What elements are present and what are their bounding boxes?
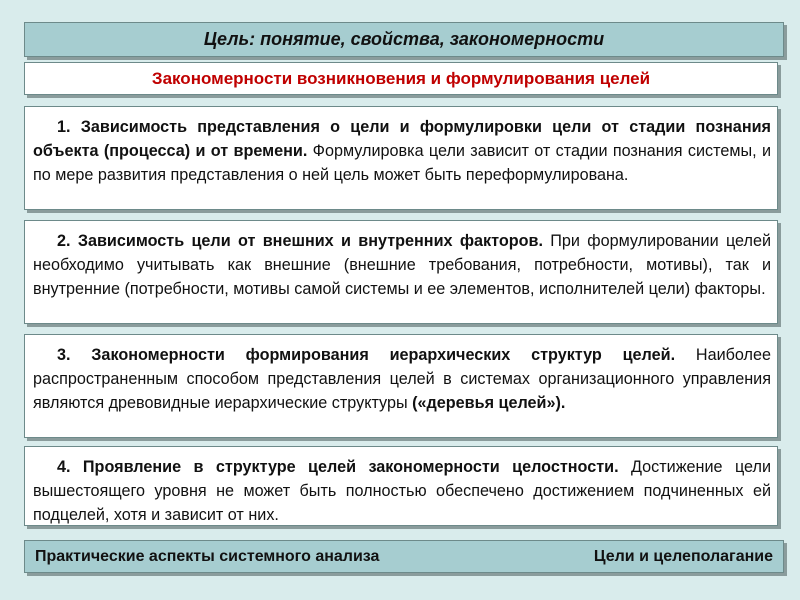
pattern-heading: 4. Проявление в структуре целей закономерности целостности.: [57, 458, 619, 476]
section-title-bar: [24, 62, 778, 95]
pattern-text: Достижение цели вышестоящего уровня не может быть полностью обеспечено достижением подчиненных ей подцелей, хотя и зависит от них.: [33, 458, 771, 524]
pattern-card-2: [24, 220, 778, 324]
pattern-heading: 3. Закономерности формирования иерархических структур целей.: [57, 346, 676, 364]
footer-course-title: Практические аспекты системного анализа: [35, 547, 380, 565]
pattern-heading: 2. Зависимость цели от внешних и внутренних факторов.: [57, 232, 543, 250]
footer-topic-title: Цели и целеполагание: [593, 547, 773, 565]
slide-title: Цель: понятие, свойства, закономерности: [203, 29, 605, 49]
pattern-heading: 1. Зависимость представления о цели и формулировки цели от стадии познания объекта (процесса) и от времени.: [33, 118, 771, 160]
slide-title-bar: [24, 22, 784, 57]
pattern-card-3: [24, 334, 778, 438]
pattern-text: Наиболее распространенным способом представления целей в системах организационного управления являются древовидные иерархические структуры: [33, 346, 771, 412]
pattern-card-4: [24, 446, 778, 526]
pattern-text: При формулировании целей необходимо учитывать как внешние (внешние требования, потребности, мотивы), так и внутренние (потребности, мотивы самой системы и ее элементов, исполнителей цели) факторы.: [33, 232, 771, 298]
pattern-heading-tail: («деревья целей»).: [412, 394, 566, 412]
pattern-text: Формулировка цели зависит от стадии познания системы, и по мере развития представления о ней цель может быть переформулирована.: [33, 142, 771, 184]
footer-bar: [24, 540, 784, 573]
pattern-card-1: [24, 106, 778, 210]
section-title: Закономерности возникновения и формулирования целей: [151, 68, 651, 88]
